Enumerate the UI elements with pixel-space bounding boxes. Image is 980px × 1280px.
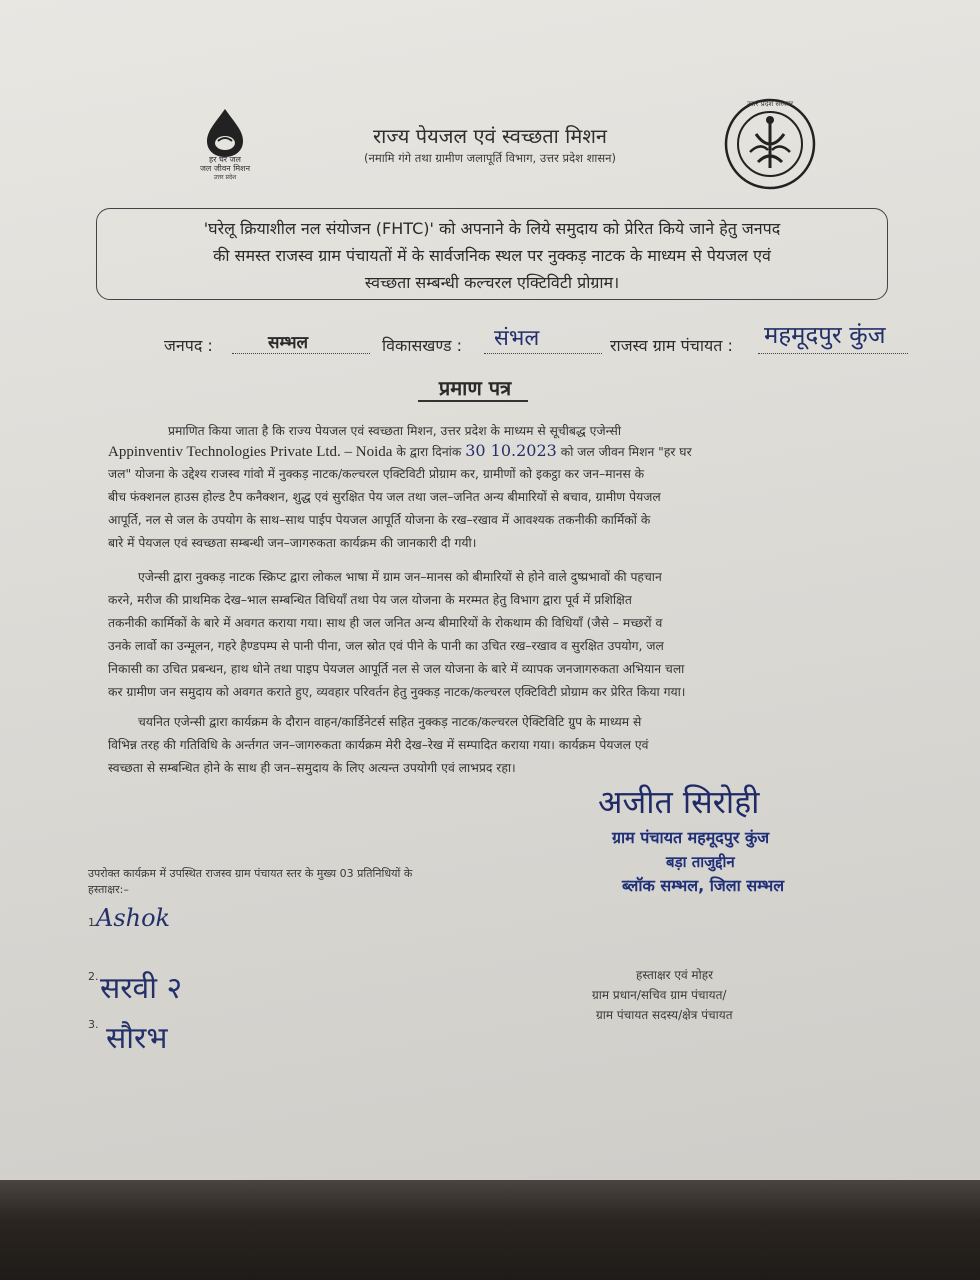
representatives-intro: उपरोक्त कार्यक्रम में उपस्थित राजस्व ग्राम पंचायत स्तर के मुख्य 03 प्रतिनिधियों के bbox=[88, 867, 413, 880]
rep-signature-3: सौरभ bbox=[106, 1021, 168, 1056]
rep-number-2: 2. bbox=[88, 970, 99, 983]
up-government-seal bbox=[720, 92, 820, 192]
block-label: विकासखण्ड : bbox=[382, 336, 463, 355]
heading-underline bbox=[418, 400, 528, 402]
title-line-3: स्वच्छता सम्बन्धी कल्चरल एक्टिविटी प्रोग्राम। bbox=[364, 273, 620, 292]
district-label: जनपद : bbox=[164, 336, 213, 355]
rep-number-3: 3. bbox=[88, 1018, 99, 1031]
signatory-line-3: ग्राम पंचायत सदस्य/क्षेत्र पंचायत bbox=[596, 1008, 733, 1022]
signatory-line-2: ग्राम प्रधान/सचिव ग्राम पंचायत/ bbox=[592, 988, 727, 1002]
rep-number-1: 1. bbox=[88, 916, 99, 929]
district-dotline bbox=[232, 353, 370, 354]
para1-line6: बारे में पेयजल एवं स्वच्छता सम्बन्धी जन–जागरुकता कार्यक्रम की जानकारी दी गयी। bbox=[108, 536, 477, 550]
rep-signature-1: Ashok bbox=[96, 904, 171, 932]
para1-line1: प्रमाणित किया जाता है कि राज्य पेयजल एवं स्वच्छता मिशन, उत्तर प्रदेश के माध्यम से सूचीबद्ध एजेन्सी bbox=[168, 424, 622, 438]
block-value-handwritten: संभल bbox=[494, 326, 540, 351]
representatives-intro-2: हस्ताक्षर:– bbox=[88, 883, 129, 896]
har-ghar-jal-logo bbox=[185, 105, 265, 185]
program-title-box bbox=[96, 208, 888, 300]
para1-line5: आपूर्ति, नल से जल के उपयोग के साथ–साथ पाईप पेयजल आपूर्ति योजना के रख–रखाव में आवश्यक तकनीकी कार्मिकों के bbox=[108, 513, 651, 527]
seal-text: उत्तर प्रदेश सरकार bbox=[746, 100, 794, 108]
para1-line3: जल" योजना के उद्देश्य राजस्व गांवो में नुक्कड़ नाटक/कल्चरल एक्टिविटी प्रोग्राम कर, ग्रामीणों को इकट्ठा कर जन–मानस के bbox=[108, 467, 645, 481]
signatory-line-1: हस्ताक्षर एवं मोहर bbox=[636, 968, 714, 982]
stamp-line-1: ग्राम पंचायत महमूदपुर कुंज bbox=[612, 828, 770, 847]
para2-line1: एजेन्सी द्वारा नुक्कड़ नाटक स्क्रिप्ट द्वारा लोकल भाषा में ग्राम जन–मानस को बीमारियों से होने वाले दुष्प्रभावों की पहचान bbox=[138, 570, 662, 584]
certificate-heading: प्रमाण पत्र bbox=[438, 376, 512, 400]
district-value: सम्भल bbox=[268, 333, 309, 353]
para3-line3: स्वच्छता से सम्बन्धित होने के साथ ही जन–समुदाय के लिए अत्यन्त उपयोगी एवं लाभप्रद रहा। bbox=[108, 761, 516, 775]
stamp-line-3: ब्लॉक सम्भल, जिला सम्भल bbox=[622, 876, 785, 895]
org-title: राज्य पेयजल एवं स्वच्छता मिशन bbox=[372, 124, 608, 148]
para3-line2: विभिन्न तरह की गतिविधि के अर्न्तगत जन–जागरुकता कार्यक्रम मेरी देख–रेख में सम्पादित कराया गया। कार्यक्रम पेयजल एवं bbox=[108, 738, 649, 752]
logo-text-2: जल जीवन मिशन bbox=[199, 164, 251, 173]
para2-line4: उनके लार्वो का उन्मूलन, गहरे हैण्डपम्प से पानी पीना, जल स्रोत एवं पीने के पानी का उचित रख–रखाव व सुरक्षित उपयोग, जल bbox=[108, 639, 664, 653]
logo-text-1: हर घर जल bbox=[209, 155, 241, 164]
panchayat-dotline bbox=[758, 353, 908, 354]
para1-line4: बीच फंक्शनल हाउस होल्ड टैप कनैक्शन, शुद्ध एवं सुरक्षित पेय जल तथा जल–जनित अन्य बीमारियों से बचाव, ग्रामीण पेयजल bbox=[108, 490, 661, 504]
rep-signature-2: सरवी २ bbox=[100, 971, 183, 1006]
para1-line2 bbox=[108, 441, 884, 461]
para2-line6: कर ग्रामीण जन समुदाय को अवगत कराते हुए, व्यवहार परिवर्तन हेतु नुक्कड़ नाटक/कल्चरल एक्टिविटी प्रोग्राम कर प्रेरित किया गया। bbox=[108, 685, 686, 699]
title-line-2: की समस्त राजस्व ग्राम पंचायतों में के सार्वजनिक स्थल पर नुक्कड़ नाटक के माध्यम से पेयजल एवं bbox=[213, 246, 771, 265]
para2-line2: करने, मरीज की प्राथमिक देख–भाल सम्बन्धित विधियाँ तथा पेय जल योजना के मरम्मत हेतु विभाग द्वारा पूर्व में प्रशिक्षित bbox=[108, 593, 632, 607]
agency-name: Appinventiv Technologies Private Ltd. – Noida bbox=[108, 444, 393, 460]
date-prefix: के द्वारा दिनांक bbox=[396, 445, 462, 459]
title-line-1: 'घरेलू क्रियाशील नल संयोजन (FHTC)' को अपनाने के लिये समुदाय को प्रेरित किये जाने हेतु जनपद bbox=[203, 219, 781, 238]
stamp-line-2: बड़ा ताजुद्दीन bbox=[666, 853, 735, 871]
panchayat-label: राजस्व ग्राम पंचायत : bbox=[610, 336, 733, 355]
para1-line2-end: को जल जीवन मिशन "हर घर bbox=[560, 445, 692, 459]
official-signature: अजीत सिरोही bbox=[598, 783, 760, 821]
panchayat-value-handwritten: महमूदपुर कुंज bbox=[764, 321, 886, 349]
block-dotline bbox=[484, 353, 602, 354]
logo-text-3: उत्तर प्रदेश bbox=[213, 174, 237, 181]
event-date: 30 10.2023 bbox=[465, 441, 557, 460]
background-surface bbox=[0, 1180, 980, 1280]
para3-line1: चयनित एजेन्सी द्वारा कार्यक्रम के दौरान वाहन/कार्डिनेटर्स सहित नुक्कड़ नाटक/कल्चरल ऐक्टिविटि ग्रुप के माध्यम से bbox=[138, 715, 642, 729]
org-subtitle: (नमामि गंगे तथा ग्रामीण जलापूर्ति विभाग, उत्तर प्रदेश शासन) bbox=[363, 151, 617, 165]
para2-line3: तकनीकी कार्मिकों के बारे में अवगत कराया गया। साथ ही जल जनित अन्य बीमारियों के रोकथाम की विधियाँ (जैसे – मच्छरों व bbox=[108, 616, 663, 630]
para2-line5: निकासी का उचित प्रबन्धन, हाथ धोने तथा पाइप पेयजल आपूर्ति नल से जल योजना के बारे में व्यापक जनजागरुकता अभियान चला bbox=[108, 662, 685, 676]
